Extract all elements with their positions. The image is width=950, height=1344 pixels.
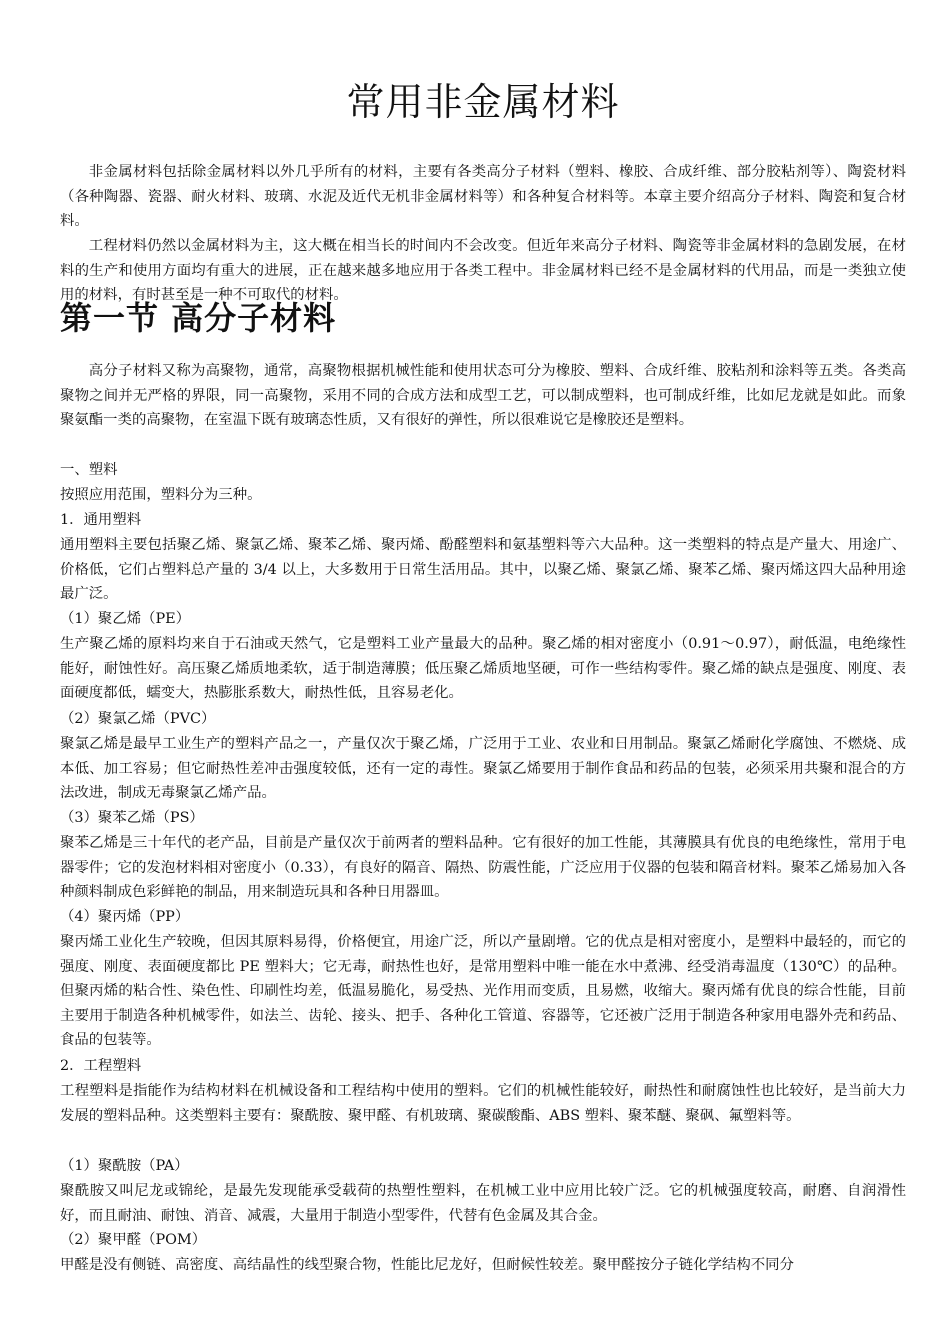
pvc-heading: （2）聚氯乙烯（PVC） (60, 711, 216, 727)
pa-paragraph: 聚酰胺又叫尼龙或锦纶，是最先发现能承受载荷的热塑性塑料，在机械工业中应用比较广泛。它的机械强度较高，耐磨、自润滑性好，而且耐油、耐蚀、消音、减震，大量用于制造小型零件，代替有色金属及其合金。 (60, 1183, 906, 1224)
plastics-intro: 按照应用范围，塑料分为三种。 (60, 487, 262, 503)
intro-paragraph-2: 工程材料仍然以金属材料为主，这大概在相当长的时间内不会改变。但近年来高分子材料、陶瓷等非金属材料的急剧发展，在材料的生产和使用方面均有重大的进展，正在越来越多地应用于各类工程中。非金属材料已经不是金属材料的代用品，而是一类独立使用的材料，有时甚至是一种不可取代的材料。 (60, 238, 906, 304)
pvc-paragraph: 聚氯乙烯是最早工业生产的塑料产品之一，产量仅次于聚乙烯，广泛用于工业、农业和日用制品。聚氯乙烯耐化学腐蚀、不燃烧、成本低、加工容易；但它耐热性差冲击强度较低，还有一定的毒性。聚氯乙烯要用于制作食品和药品的包装，必须采用共聚和混合的方法改进，制成无毒聚氯乙烯产品。 (60, 736, 906, 802)
ps-heading: （3）聚苯乙烯（PS） (60, 810, 204, 826)
pp-heading: （4）聚丙烯（PP） (60, 909, 190, 925)
section-intro-paragraph: 高分子材料又称为高聚物，通常，高聚物根据机械性能和使用状态可分为橡胶、塑料、合成纤维、胶粘剂和涂料等五类。各类高聚物之间并无严格的界限，同一高聚物，采用不同的合成方法和成型工艺，可以制成塑料，也可制成纤维，比如尼龙就是如此。而象聚氨酯一类的高聚物，在室温下既有玻璃态性质，又有很好的弹性，所以很难说它是橡胶还是塑料。 (60, 363, 906, 429)
engineering-plastics-paragraph: 工程塑料是指能作为结构材料在机械设备和工程结构中使用的塑料。它们的机械性能较好，耐热性和耐腐蚀性也比较好，是当前大力发展的塑料品种。这类塑料主要有：聚酰胺、聚甲醛、有机玻璃、聚碳酸酯、ABS 塑料、聚苯醚、聚砜、氟塑料等。 (60, 1083, 906, 1124)
pe-heading: （1）聚乙烯（PE） (60, 611, 191, 627)
engineering-plastics-heading: 2．工程塑料 (60, 1058, 142, 1074)
document-title: 常用非金属材料 (346, 80, 620, 124)
ps-paragraph: 聚苯乙烯是三十年代的老产品，目前是产量仅次于前两者的塑料品种。它有很好的加工性能，其薄膜具有优良的电绝缘性，常用于电器零件；它的发泡材料相对密度小（0.33），有良好的隔音、隔热、防震性能，广泛应用于仪器的包装和隔音材料。聚苯乙烯易加入各种颜料制成色彩鲜艳的制品，用来制造玩具和各种日用器皿。 (60, 835, 906, 901)
section-heading: 第一节 高分子材料 (60, 299, 337, 337)
pom-paragraph: 甲醛是没有侧链、高密度、高结晶性的线型聚合物，性能比尼龙好，但耐候性较差。聚甲醛按分子链化学结构不同分 (60, 1257, 794, 1273)
general-plastics-heading: 1．通用塑料 (60, 512, 142, 528)
pom-heading: （2）聚甲醛（POM） (60, 1232, 207, 1248)
plastics-heading: 一、塑料 (60, 462, 118, 478)
general-plastics-paragraph: 通用塑料主要包括聚乙烯、聚氯乙烯、聚苯乙烯、聚丙烯、酚醛塑料和氨基塑料等六大品种。这一类塑料的特点是产量大、用途广、价格低，它们占塑料总产量的 3/4 以上，大多数用于日常生活用品。其中，以聚乙烯、聚氯乙烯、聚苯乙烯、聚丙烯这四大品种用途最广泛。 (60, 537, 906, 603)
pp-paragraph: 聚丙烯工业化生产较晚，但因其原料易得，价格便宜，用途广泛，所以产量剧增。它的优点是相对密度小，是塑料中最轻的，而它的强度、刚度、表面硬度都比 PE 塑料大；它无毒，耐热性也好，是常用塑料中唯一能在水中煮沸、经受消毒温度（130℃）的品种。但聚丙烯的粘合性、染色性、印刷性均差，低温易脆化，易受热、光作用而变质，且易燃，收缩大。聚丙烯有优良的综合性能，目前主要用于制造各种机械零件，如法兰、齿轮、接头、把手、各种化工管道、容器等，它还被广泛用于制造各种家用电器外壳和药品、食品的包装等。 (60, 934, 906, 1049)
pa-heading: （1）聚酰胺（PA） (60, 1158, 189, 1174)
pe-paragraph: 生产聚乙烯的原料均来自于石油或天然气，它是塑料工业产量最大的品种。聚乙烯的相对密度小（0.91～0.97），耐低温，电绝缘性能好，耐蚀性好。高压聚乙烯质地柔软，适于制造薄膜；低压聚乙烯质地坚硬，可作一些结构零件。聚乙烯的缺点是强度、刚度、表面硬度都低，蠕变大，热膨胀系数大，耐热性低，且容易老化。 (60, 636, 906, 702)
intro-paragraph-1: 非金属材料包括除金属材料以外几乎所有的材料，主要有各类高分子材料（塑料、橡胶、合成纤维、部分胶粘剂等）、陶瓷材料（各种陶器、瓷器、耐火材料、玻璃、水泥及近代无机非金属材料等）和各种复合材料等。本章主要介绍高分子材料、陶瓷和复合材料。 (60, 164, 906, 230)
